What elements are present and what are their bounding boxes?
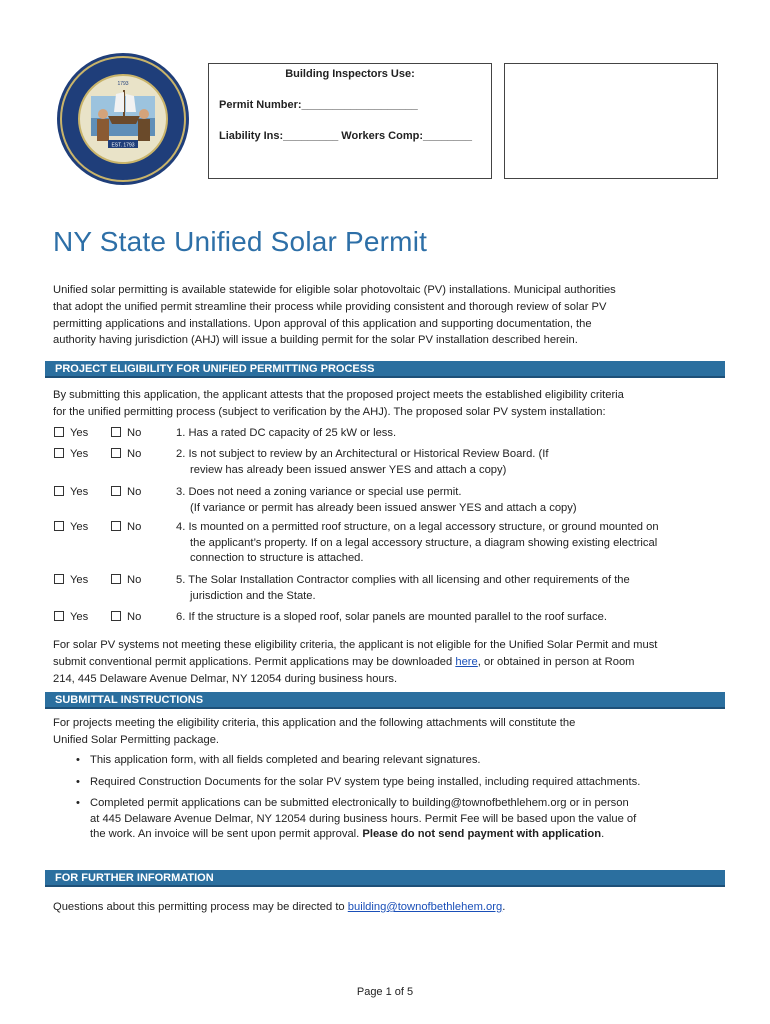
- liability-workers-comp-field[interactable]: Liability Ins:_________ Workers Comp:________: [219, 130, 472, 142]
- stamp-box: [504, 63, 718, 179]
- seal-year: 1793: [117, 81, 129, 87]
- criterion-1-text: 1. Has a rated DC capacity of 25 kW or less.: [176, 427, 397, 439]
- download-here-link[interactable]: here: [455, 655, 478, 668]
- intro-paragraph: Unified solar permitting is available statewide for eligible solar photovoltaic (PV) installations. Municipal authorities that adopt the unified permit streamline their process while providing consistent and thorough review of solar PV permitting applications and installations. Upon approval of this application and supporting documentation, the authority having jurisdiction (AHJ) will issue a building permit for the solar PV installation described herein.: [53, 284, 616, 347]
- criterion-1-yes[interactable]: Yes: [54, 427, 88, 439]
- checkbox-icon: [54, 521, 64, 531]
- eligibility-intro: By submitting this application, the applicant attests that the proposed project meets the established eligibility criteria for the unified permitting process (subject to verification by the AHJ). The proposed solar PV system installation:: [53, 389, 624, 418]
- checkbox-icon: [111, 574, 121, 584]
- criterion-6-no[interactable]: No: [111, 611, 141, 623]
- criterion-4-text: 4. Is mounted on a permitted roof structure, on a legal accessory structure, or ground mounted on the applicant’s property. If on a legal accessory structure, a diagram showing existing electrical connection to structure is attached.: [176, 521, 659, 564]
- checkbox-icon: [111, 611, 121, 621]
- bullet-icon: •: [76, 776, 80, 788]
- criterion-5-yes[interactable]: Yes: [54, 574, 88, 586]
- inspector-title: Building Inspectors Use:: [285, 68, 415, 80]
- criterion-3-text: 3. Does not need a zoning variance or special use permit. (If variance or permit has already been issued answer YES and attach a copy): [176, 486, 577, 514]
- criterion-1-no[interactable]: No: [111, 427, 141, 439]
- town-seal-icon: [56, 52, 190, 186]
- page-title: NY State Unified Solar Permit: [53, 226, 428, 257]
- section-further-header: FOR FURTHER INFORMATION: [45, 870, 725, 887]
- criterion-4-yes[interactable]: Yes: [54, 521, 88, 533]
- criterion-5-text: 5. The Solar Installation Contractor complies with all licensing and other requirements of the jurisdiction and the State.: [176, 574, 630, 602]
- checkbox-icon: [54, 448, 64, 458]
- checkbox-icon: [54, 427, 64, 437]
- inspector-use-box: [208, 63, 492, 179]
- criterion-2-no[interactable]: No: [111, 448, 141, 460]
- criterion-6-text: 6. If the structure is a sloped roof, solar panels are mounted parallel to the roof surface.: [176, 611, 607, 623]
- checkbox-icon: [111, 448, 121, 458]
- checkbox-icon: [54, 574, 64, 584]
- section-submittal-header: SUBMITTAL INSTRUCTIONS: [45, 692, 725, 709]
- criterion-5-no[interactable]: No: [111, 574, 141, 586]
- page-footer: Page 1 of 5: [356, 986, 414, 998]
- criterion-2-yes[interactable]: Yes: [54, 448, 88, 460]
- checkbox-icon: [111, 427, 121, 437]
- bullet-icon: •: [76, 754, 80, 766]
- section-eligibility-header: PROJECT ELIGIBILITY FOR UNIFIED PERMITTING PROCESS: [45, 361, 725, 378]
- permit-number-field[interactable]: Permit Number:___________________: [219, 99, 418, 111]
- checkbox-icon: [111, 486, 121, 496]
- checkbox-icon: [111, 521, 121, 531]
- not-eligible-paragraph: For solar PV systems not meeting these eligibility criteria, the applicant is not eligible for the Unified Solar Permit and must submit conventional permit applications. Permit applications may be downloaded here, or obtained in person at Room 214, 445 Delaware Avenue Delmar, NY 12054 during business hours.: [53, 639, 658, 685]
- criterion-6-yes[interactable]: Yes: [54, 611, 88, 623]
- criterion-3-no[interactable]: No: [111, 486, 141, 498]
- checkbox-icon: [54, 486, 64, 496]
- further-info-paragraph: Questions about this permitting process may be directed to building@townofbethlehem.org.: [53, 901, 506, 913]
- checkbox-icon: [54, 611, 64, 621]
- email-link[interactable]: building@townofbethlehem.org: [347, 901, 503, 913]
- criterion-4-no[interactable]: No: [111, 521, 141, 533]
- submittal-intro: For projects meeting the eligibility criteria, this application and the following attachments will constitute the Unified Solar Permitting package.: [53, 717, 576, 746]
- criterion-3-yes[interactable]: Yes: [54, 486, 88, 498]
- seal-est: EST. 1793: [111, 142, 135, 149]
- bullet-icon: •: [76, 797, 80, 809]
- document-page: EST. 1793 1793 Building Inspectors Use: Permit Number:___________________ Liability Ins:_________ Workers Comp:________ NY State Unified Solar Permit Unified solar permitting is available statewide for eligible solar photovoltaic (PV) installations. Municipal authorities that adopt the unified permit streamline their process while providing consistent and thorough review of solar PV permitting applications and installations. Upon approval of this application and supporting documentation, the authority having jurisdiction (AHJ) will issue a building permit for the solar PV installation described herein. PROJECT ELIGIBILITY FOR UNIFIED PERMITTING PROCESS By submitting this application, the applicant attests that the proposed project meets the established eligibility criteria for the unified permitting process (subject to verification by the AHJ). The proposed solar PV system installation: Yes No 1. Has a rated DC capacity of 25 kW or less. Yes No 2. Is not subject to review by an Architectural or Historical Review Board. (If review has already been issued answer YES and attach a copy) Yes No 3. Does not need a zoning variance or special use permit. (If variance or permit has already been issued answer YES and attach a copy) Yes No 4. Is mounted on a permitted roof structure, on a legal accessory structure, or ground mounted on the applicant’s property. If on a legal accessory structure, a diagram showing existing electrical connection to structure is attached. Yes No 5. The Solar Installation Contractor complies with all licensing and other requirements of the jurisdiction and the State. Yes No 6. If the structure is a sloped roof, solar panels are mounted parallel to the roof surface. For solar PV systems not meeting these eligibility criteria, the applicant is not eligible for the Unified Solar Permit and must submit conventional permit applications. Permit applications may be downloaded here, or obtained in person at Room 214, 445 Delaware Avenue Delmar, NY 12054 during business hours. SUBMITTAL INSTRUCTIONS For projects meeting the eligibility criteria, this application and the following attachments will constitute the Unified Solar Permitting package. • This application form, with all fields completed and bearing relevant signatures. • Required Construction Documents for the solar PV system type being installed, including required attachments. • Completed permit applications can be submitted electronically to building@townofbethlehem.org or in person at 445 Delaware Avenue Delmar, NY 12054 during business hours. Permit Fee will be based upon the value of the work. An invoice will be sent upon permit approval. Please do not send payment with application. FOR FURTHER INFORMATION Questions about this permitting process may be directed to building@townofbethlehem.org. Page 1 of 5: [0, 0, 770, 1024]
- criterion-2-text: 2. Is not subject to review by an Architectural or Historical Review Board. (If review has already been issued answer YES and attach a copy): [176, 448, 549, 476]
